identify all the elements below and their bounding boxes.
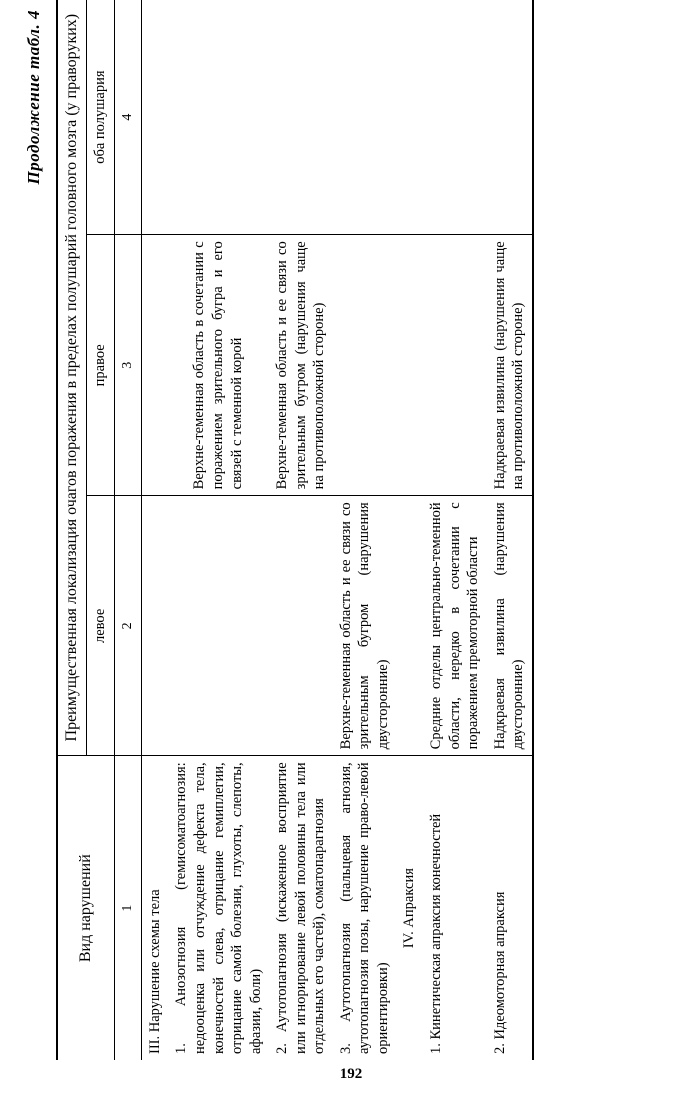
header-group: Преимущественная локализация очагов поражения в пределах полушарий головного мозга (у праворуких) — [57, 0, 87, 756]
column-number: 1 — [115, 756, 142, 1060]
both-cell — [168, 0, 269, 235]
header-right: правое — [87, 235, 115, 496]
disorder-cell: 2. Аутотопагнозия (искаженное восприятие или игнорирование левой половины тела или отдельных его частей), соматопарагнозия — [269, 756, 333, 1060]
both-cell — [269, 0, 333, 235]
right-cell: Надкраевая извилина (нарушения чаще на противоположной стороне) — [487, 235, 533, 496]
header-col1: Вид нарушений — [57, 756, 115, 1060]
disorder-cell: 2. Идеомоторная апраксия — [487, 756, 533, 1060]
left-cell: Надкраевая извилина (нарушения двусторонние) — [487, 496, 533, 756]
table-row — [269, 0, 333, 1060]
both-cell — [333, 0, 397, 235]
left-cell — [168, 496, 269, 756]
table-row — [333, 0, 397, 1060]
header-both: оба полушария — [87, 0, 115, 235]
table-row — [423, 0, 487, 1060]
section-row — [396, 0, 423, 1060]
both-cell — [423, 0, 487, 235]
disorder-cell: 1. Кинетическая апраксия конечностей — [423, 756, 487, 1060]
left-cell — [269, 496, 333, 756]
disorder-cell: 1. Анозогнозия (гемисоматоагнозия: недооценка или отчуждение дефекта тела, конечностей слева, отрицание гемиплегии, отрицание самой болезни, глухоты, слепоты, афазии, боли) — [168, 756, 269, 1060]
right-cell: Верхне-теменная область и ее связи со зрительным бугром (нарушения чаще на противоположной стороне) — [269, 235, 333, 496]
header-left: левое — [87, 496, 115, 756]
left-cell: Средние отделы центрально-теменной области, нередко в сочетании с поражением премоторной области — [423, 496, 487, 756]
rotated-page-content — [22, 0, 682, 1060]
column-number: 4 — [115, 0, 142, 235]
page-number: 192 — [339, 1066, 363, 1082]
table-row — [168, 0, 269, 1060]
disorder-cell: 3. Аутотопагнозия (пальцевая агнозия, аутотопагнозия позы, нарушение право-левой ориентировки) — [333, 756, 397, 1060]
table-caption: Продолжение табл. 4 — [24, 10, 43, 185]
right-cell: Верхне-теменная область в сочетании с поражением зрительного бугра и его связей с теменной корой — [168, 235, 269, 496]
left-cell: Верхне-теменная область и ее связи со зрительным бугром (нарушения двусторонние) — [333, 496, 397, 756]
column-number: 3 — [115, 235, 142, 496]
header-row — [57, 0, 87, 1060]
table-row — [487, 0, 533, 1060]
both-cell — [487, 0, 533, 235]
column-number: 2 — [115, 496, 142, 756]
section-title: III. Нарушение схемы тела — [141, 756, 168, 1060]
right-cell — [423, 235, 487, 496]
section-row — [141, 0, 168, 1060]
column-number-row — [115, 0, 142, 1060]
right-cell — [333, 235, 397, 496]
localization-table — [56, 0, 534, 1060]
section-title: IV. Апраксия — [396, 756, 423, 1060]
